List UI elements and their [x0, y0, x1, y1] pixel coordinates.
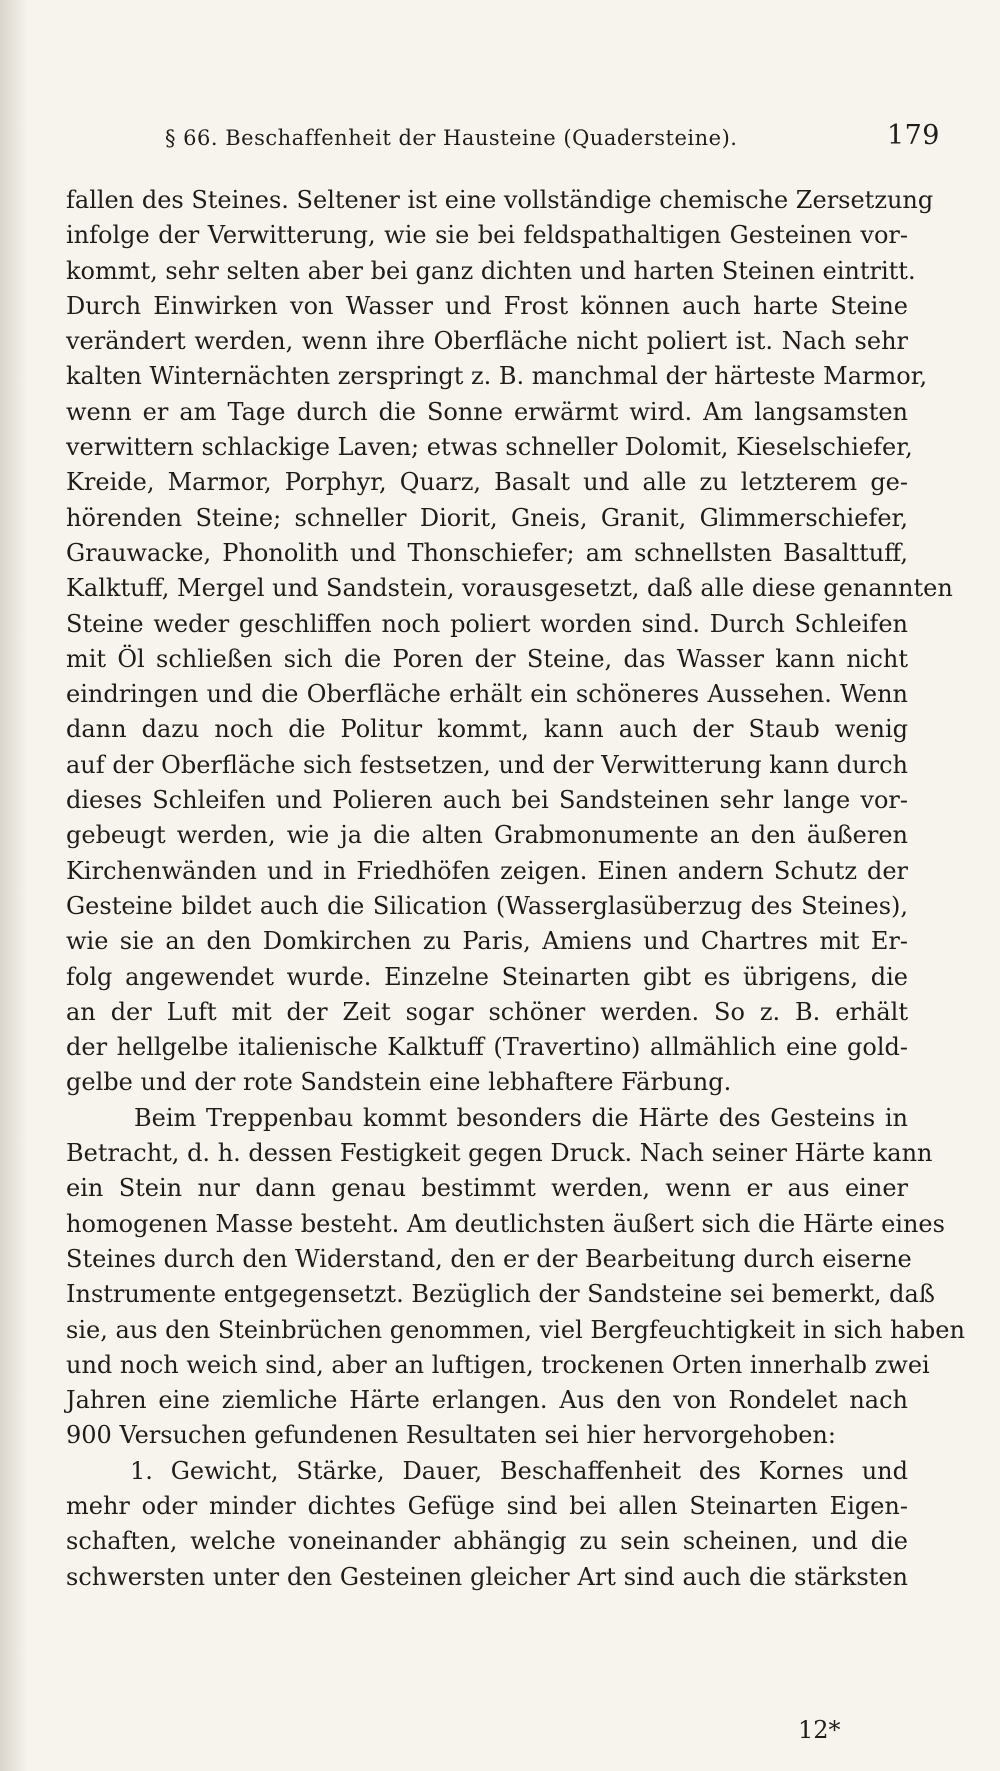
text-line: fallen des Steines. Seltener ist eine vollständige chemische Zersetzung: [66, 186, 934, 214]
text-line: verwittern schlackige Laven; etwas schneller Dolomit, Kieselschiefer,: [66, 433, 913, 462]
text-line: Beim Treppenbau kommt besonders die Härte des Gesteins in: [134, 1103, 908, 1132]
text-line: schaften, welche voneinander abhängig zu sein scheinen, und die: [66, 1527, 908, 1556]
text-line: Steine weder geschliffen noch poliert worden sind. Durch Schleifen: [66, 609, 908, 638]
text-line: schwersten unter den Gesteinen gleicher Art sind auch die stärksten: [66, 1562, 908, 1591]
text-line: 900 Versuchen gefundenen Resultaten sei hier hervorgehoben:: [66, 1421, 836, 1450]
page-header: [165, 118, 940, 158]
text-line: Betracht, d. h. dessen Festigkeit gegen Druck. Nach seiner Härte kann: [66, 1139, 933, 1168]
text-line: Durch Einwirken von Wasser und Frost können auch harte Steine: [66, 291, 908, 320]
text-line: kommt, sehr selten aber bei ganz dichten und harten Steinen eintritt.: [66, 256, 916, 285]
text-line: der hellgelbe italienische Kalktuff (Travertino) allmählich eine gold-: [66, 1033, 908, 1062]
text-line: Kreide, Marmor, Porphyr, Quarz, Basalt und alle zu letzterem ge-: [66, 468, 908, 497]
text-line: gebeugt werden, wie ja die alten Grabmonumente an den äußeren: [66, 821, 908, 850]
text-line: auf der Oberfläche sich festsetzen, und der Verwitterung kann durch: [66, 750, 908, 779]
text-line: folg angewendet wurde. Einzelne Steinarten gibt es übrigens, die: [66, 962, 908, 991]
text-line: mehr oder minder dichtes Gefüge sind bei allen Steinarten Eigen-: [66, 1491, 908, 1520]
text-line: 1. Gewicht, Stärke, Dauer, Beschaffenheit des Kornes und: [130, 1456, 908, 1485]
text-line: Instrumente entgegensetzt. Bezüglich der Sandsteine sei bemerkt, daß: [66, 1280, 935, 1309]
text-line: gelbe und der rote Sandstein eine lebhaftere Färbung.: [66, 1068, 732, 1097]
body-text: [66, 183, 965, 1595]
text-line: hörenden Steine; schneller Diorit, Gneis, Granit, Glimmerschiefer,: [66, 503, 908, 532]
text-line: wie sie an den Domkirchen zu Paris, Amiens und Chartres mit Er-: [66, 927, 908, 956]
text-line: Gesteine bildet auch die Silication (Wasserglasüberzug des Steines),: [66, 891, 908, 920]
text-line: Steines durch den Widerstand, den er der Bearbeitung durch eiserne: [66, 1244, 912, 1273]
text-line: ein Stein nur dann genau bestimmt werden, wenn er aus einer: [66, 1174, 908, 1203]
page-number: 179: [886, 120, 940, 151]
text-line: homogenen Masse besteht. Am deutlichsten äußert sich die Härte eines: [66, 1209, 945, 1238]
running-title: § 66. Beschaffenheit der Hausteine (Quadersteine).: [165, 126, 738, 150]
text-line: eindringen und die Oberfläche erhält ein schöneres Aussehen. Wenn: [66, 680, 908, 709]
text-line: wenn er am Tage durch die Sonne erwärmt wird. Am langsamsten: [66, 397, 908, 426]
text-line: und noch weich sind, aber an luftigen, trockenen Orten innerhalb zwei: [66, 1350, 930, 1379]
text-line: sie, aus den Steinbrüchen genommen, viel Bergfeuchtigkeit in sich haben: [66, 1315, 965, 1344]
text-line: Jahren eine ziemliche Härte erlangen. Aus den von Rondelet nach: [66, 1386, 908, 1415]
signature-mark: 12*: [798, 1716, 841, 1744]
text-line: infolge der Verwitterung, wie sie bei feldspathaltigen Gesteinen vor-: [66, 221, 908, 250]
text-line: dann dazu noch die Politur kommt, kann auch der Staub wenig: [66, 715, 908, 744]
text-line: verändert werden, wenn ihre Oberfläche nicht poliert ist. Nach sehr: [66, 327, 908, 356]
text-line: an der Luft mit der Zeit sogar schöner werden. So z. B. erhält: [66, 997, 908, 1026]
text-line: mit Öl schließen sich die Poren der Steine, das Wasser kann nicht: [66, 644, 908, 673]
text-line: Kirchenwänden und in Friedhöfen zeigen. Einen andern Schutz der: [66, 856, 908, 885]
text-line: dieses Schleifen und Polieren auch bei Sandsteinen sehr lange vor-: [66, 786, 908, 815]
text-line: Grauwacke, Phonolith und Thonschiefer; am schnellsten Basalttuff,: [66, 538, 908, 567]
text-line: kalten Winternächten zerspringt z. B. manchmal der härteste Marmor,: [66, 362, 928, 391]
text-line: Kalktuff, Mergel und Sandstein, vorausgesetzt, daß alle diese genannten: [66, 574, 953, 603]
